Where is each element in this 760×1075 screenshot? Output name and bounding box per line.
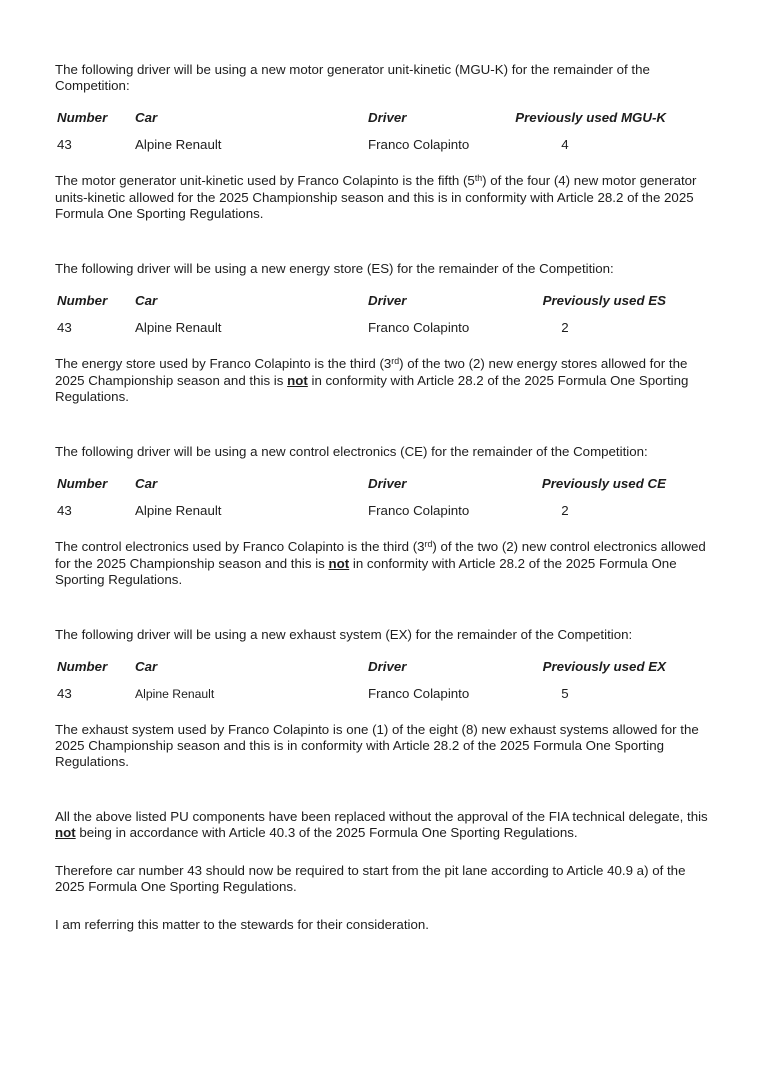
component-table (55, 476, 710, 519)
section-intro-text: The following driver will be using a new energy store (ES) for the remainder of the Competition: (55, 261, 614, 276)
table-header-row (57, 293, 710, 309)
superscript-text: th (474, 172, 483, 183)
cell-car-name: Alpine Renault (135, 503, 222, 518)
table-data-row (57, 686, 710, 702)
col-header-car: Car (135, 476, 158, 491)
cell-previously-used-count: 5 (561, 686, 569, 701)
table-data-row (57, 503, 710, 519)
emphasized-not-text: not (287, 373, 308, 388)
cell-driver-name: Franco Colapinto (368, 503, 470, 518)
table-header-row (57, 476, 710, 492)
pu-component-sections (55, 62, 710, 770)
closing-paragraph-text (55, 863, 708, 895)
component-table (55, 293, 710, 336)
col-header-previously-used: Previously used ES (542, 293, 666, 308)
text-segment: I am referring this matter to the stewards for their consideration. (55, 917, 429, 932)
text-segment: All the above listed PU components have been replaced without the approval of the FIA technical delegate, this (55, 809, 708, 824)
section-body-text (55, 356, 708, 405)
col-header-car: Car (135, 293, 158, 308)
col-header-previously-used: Previously used EX (542, 659, 666, 674)
text-segment: The energy store used by Franco Colapinto is the third (3 (55, 356, 392, 371)
cell-car-number: 43 (57, 320, 72, 335)
text-segment: ) of the four (4) new motor generator units-kinetic allowed for the 2025 Championship season and this is in conformity with Article 28.2 of the 2025 Formula One Sporting Regulations. (55, 173, 697, 221)
pu-component-section (55, 444, 710, 588)
table-header-row (57, 110, 710, 126)
text-segment: being in accordance with Article 40.3 of the 2025 Formula One Sporting Regulations. (75, 825, 578, 840)
cell-driver-name: Franco Colapinto (368, 320, 470, 335)
cell-car-number: 43 (57, 686, 72, 701)
pu-component-section (55, 62, 710, 222)
col-header-driver: Driver (368, 293, 407, 308)
table-data-row (57, 137, 710, 153)
col-header-number: Number (57, 659, 108, 674)
emphasized-not-text: not (328, 556, 350, 571)
col-header-number: Number (57, 110, 108, 125)
text-segment: in conformity with Article 28.2 of the 2025 Formula One Sporting Regulations. (55, 373, 689, 404)
col-header-car: Car (135, 659, 158, 674)
emphasized-not-text: not (55, 825, 76, 840)
text-segment: ) of the two (2) new control electronics allowed for the 2025 Championship season and this is (55, 539, 706, 571)
text-segment: Therefore car number 43 should now be required to start from the pit lane according to Article 40.9 a) of the 2025 Formula One Sporting Regulations. (55, 863, 686, 894)
superscript-text: rd (391, 355, 400, 366)
section-intro-text: The following driver will be using a new exhaust system (EX) for the remainder of the Competition: (55, 627, 633, 642)
text-segment: The control electronics used by Franco Colapinto is the third (3 (55, 539, 425, 554)
component-table (55, 110, 710, 153)
cell-driver-name: Franco Colapinto (368, 137, 470, 152)
cell-car-name: Alpine Renault (135, 137, 222, 152)
cell-car-name: Alpine Renault (135, 687, 215, 701)
component-table (55, 659, 710, 702)
col-header-previously-used: Previously used MGU-K (515, 110, 666, 125)
text-segment: The motor generator unit-kinetic used by Franco Colapinto is the fifth (5 (55, 173, 475, 188)
col-header-number: Number (57, 293, 108, 308)
pu-component-section (55, 627, 710, 770)
pu-component-section (55, 261, 710, 405)
cell-car-number: 43 (57, 137, 72, 152)
col-header-previously-used: Previously used CE (541, 476, 666, 491)
closing-paragraph-text (55, 809, 708, 841)
col-header-driver: Driver (368, 110, 407, 125)
col-header-driver: Driver (368, 476, 407, 491)
cell-previously-used-count: 2 (561, 320, 569, 335)
cell-driver-name: Franco Colapinto (368, 686, 470, 701)
closing-paragraph-text (55, 917, 708, 933)
cell-car-number: 43 (57, 503, 72, 518)
section-body-text (55, 539, 708, 588)
section-intro-text: The following driver will be using a new control electronics (CE) for the remainder of the Competition: (55, 444, 648, 459)
cell-previously-used-count: 2 (561, 503, 569, 518)
text-segment: ) of the two (2) new energy stores allowed for the 2025 Championship season and this is (55, 356, 688, 388)
cell-previously-used-count: 4 (561, 137, 569, 152)
col-header-driver: Driver (368, 659, 407, 674)
section-body-text (55, 722, 708, 770)
col-header-car: Car (135, 110, 158, 125)
text-segment: The exhaust system used by Franco Colapinto is one (1) of the eight (8) new exhaust systems allowed for the 2025 Championship season and this is in conformity with Article 28.2 of the 2025 Formula One Sporting Regulations. (55, 722, 699, 769)
table-header-row (57, 659, 710, 675)
text-segment: in conformity with Article 28.2 of the 2025 Formula One Sporting Regulations. (55, 556, 677, 587)
col-header-number: Number (57, 476, 108, 491)
superscript-text: rd (424, 538, 433, 549)
table-data-row (57, 320, 710, 336)
closing-paragraphs (55, 809, 710, 933)
section-intro-text: The following driver will be using a new motor generator unit-kinetic (MGU-K) for the remainder of the Competition: (55, 62, 650, 93)
cell-car-name: Alpine Renault (135, 320, 222, 335)
section-body-text (55, 173, 708, 222)
